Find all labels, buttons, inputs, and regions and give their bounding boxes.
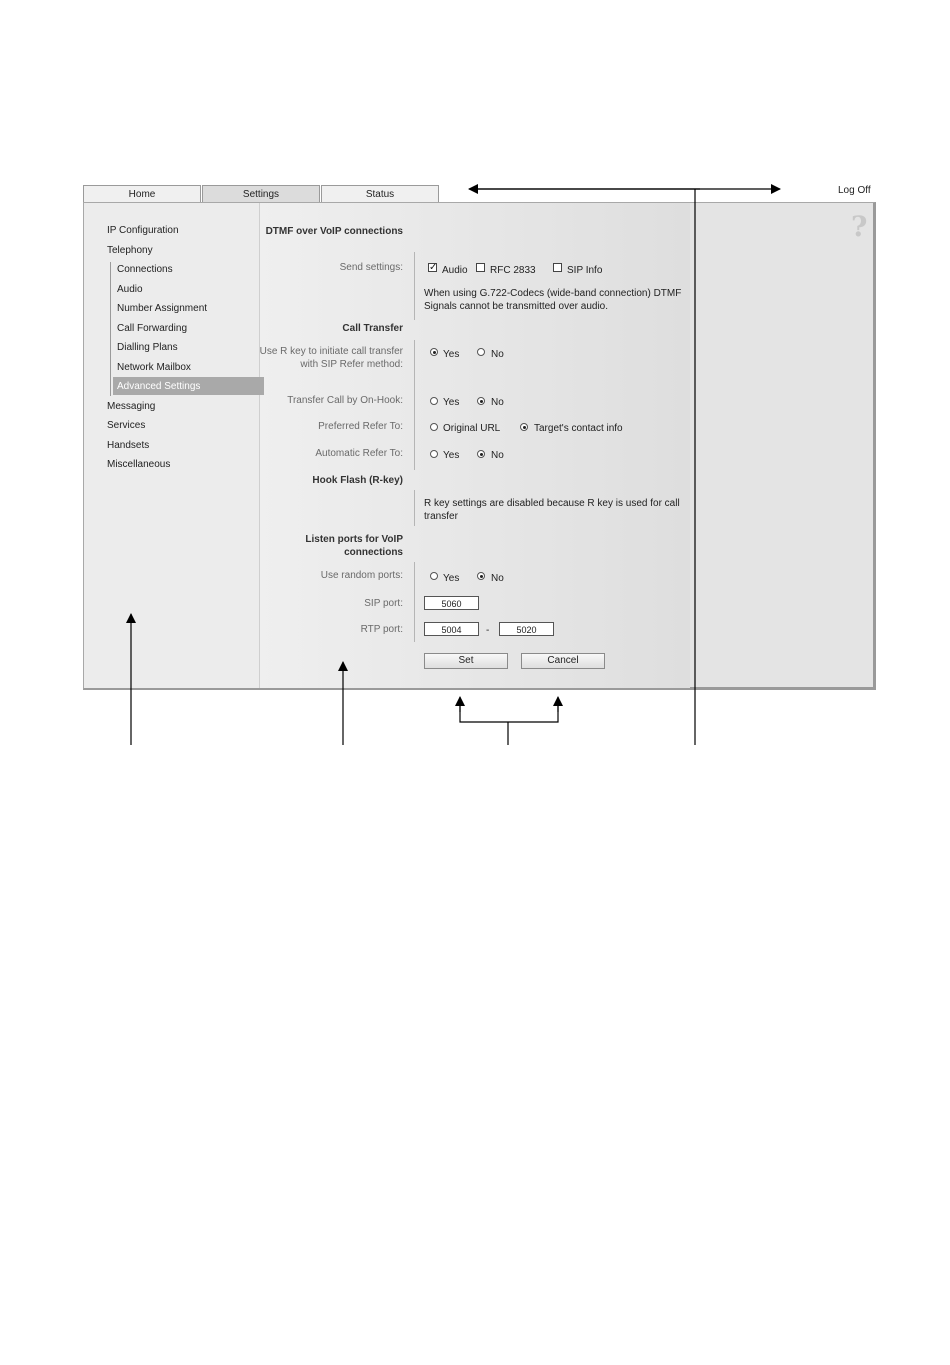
sidebar-item-connections[interactable]: Connections [117, 264, 173, 275]
rtp-port-separator: - [486, 625, 490, 636]
hook-flash-note: R key settings are disabled because R key is used for call transfer [424, 498, 680, 522]
sip-port-input[interactable]: 5060 [424, 596, 479, 610]
sipinfo-checkbox-label: SIP Info [567, 265, 603, 276]
sipinfo-checkbox[interactable] [553, 263, 562, 272]
settings-panel [260, 203, 690, 688]
auto-refer-label: Automatic Refer To: [315, 448, 403, 459]
call-transfer-heading: Call Transfer [342, 323, 403, 334]
refer-target-radio[interactable] [520, 423, 528, 431]
refer-original-radio[interactable] [430, 423, 438, 431]
hook-flash-heading: Hook Flash (R-key) [312, 475, 403, 486]
form-divider [414, 490, 415, 526]
tab-settings[interactable]: Settings [202, 185, 320, 203]
form-divider [414, 252, 415, 320]
auto-no-radio[interactable] [477, 450, 485, 458]
form-divider [414, 562, 415, 642]
random-no-label: No [491, 573, 504, 584]
sidebar-item-miscellaneous[interactable]: Miscellaneous [107, 459, 171, 470]
tab-home[interactable]: Home [83, 185, 201, 203]
tab-status[interactable]: Status [321, 185, 439, 203]
sidebar-item-advanced-settings[interactable]: Advanced Settings [117, 381, 201, 392]
listen-ports-heading: Listen ports for VoIP connections [305, 534, 403, 558]
random-ports-label: Use random ports: [320, 570, 403, 581]
rtp-port-to-input[interactable]: 5020 [499, 622, 554, 636]
audio-checkbox[interactable]: ✓ [429, 262, 438, 273]
rkey-no-label: No [491, 349, 504, 360]
auto-yes-radio[interactable] [430, 450, 438, 458]
refer-target-label: Target's contact info [534, 423, 623, 434]
rkey-yes-label: Yes [443, 349, 460, 360]
form-divider [414, 340, 415, 470]
random-yes-radio[interactable] [430, 572, 438, 580]
rtp-port-from-input[interactable]: 5004 [424, 622, 479, 636]
set-button[interactable]: Set [424, 653, 508, 669]
sip-port-label: SIP port: [364, 598, 403, 609]
dtmf-heading: DTMF over VoIP connections [265, 226, 403, 237]
help-icon[interactable]: ? [851, 210, 868, 243]
sidebar-item-number-assignment[interactable]: Number Assignment [117, 303, 208, 314]
onhook-label: Transfer Call by On-Hook: [287, 395, 403, 406]
dtmf-note: When using G.722-Codecs (wide-band connection) DTMF Signals cannot be transmitted over audio. [424, 288, 682, 312]
rfc2833-checkbox-label: RFC 2833 [490, 265, 536, 276]
log-off-link[interactable]: Log Off [838, 185, 871, 196]
onhook-yes-radio[interactable] [430, 397, 438, 405]
refer-original-label: Original URL [443, 423, 501, 434]
sidebar-item-messaging[interactable]: Messaging [107, 401, 156, 412]
submenu-line [110, 262, 111, 396]
random-yes-label: Yes [443, 573, 460, 584]
cancel-button[interactable]: Cancel [521, 653, 605, 669]
send-settings-label: Send settings: [339, 262, 403, 273]
rtp-port-label: RTP port: [360, 624, 403, 635]
onhook-no-radio[interactable] [477, 397, 485, 405]
random-no-radio[interactable] [477, 572, 485, 580]
rkey-yes-radio[interactable] [430, 348, 438, 356]
bracket-buttons [460, 706, 558, 722]
auto-yes-label: Yes [443, 450, 460, 461]
rkey-label: Use R key to initiate call transfer with SIP Refer method: [259, 346, 403, 370]
audio-checkbox-label: Audio [442, 265, 468, 276]
sidebar-item-ip-configuration[interactable]: IP Configuration [107, 225, 179, 236]
sidebar-item-call-forwarding[interactable]: Call Forwarding [117, 323, 188, 334]
rfc2833-checkbox[interactable] [476, 263, 485, 272]
auto-no-label: No [491, 450, 504, 461]
sidebar-item-audio[interactable]: Audio [117, 284, 143, 295]
sidebar-item-services[interactable]: Services [107, 420, 146, 431]
sidebar-item-dialling-plans[interactable]: Dialling Plans [117, 342, 178, 353]
onhook-no-label: No [491, 397, 504, 408]
refer-label: Preferred Refer To: [318, 421, 403, 432]
sidebar-item-handsets[interactable]: Handsets [107, 440, 150, 451]
sidebar-item-network-mailbox[interactable]: Network Mailbox [117, 362, 191, 373]
sidebar-item-telephony[interactable]: Telephony [107, 245, 153, 256]
rkey-no-radio[interactable] [477, 348, 485, 356]
onhook-yes-label: Yes [443, 397, 460, 408]
